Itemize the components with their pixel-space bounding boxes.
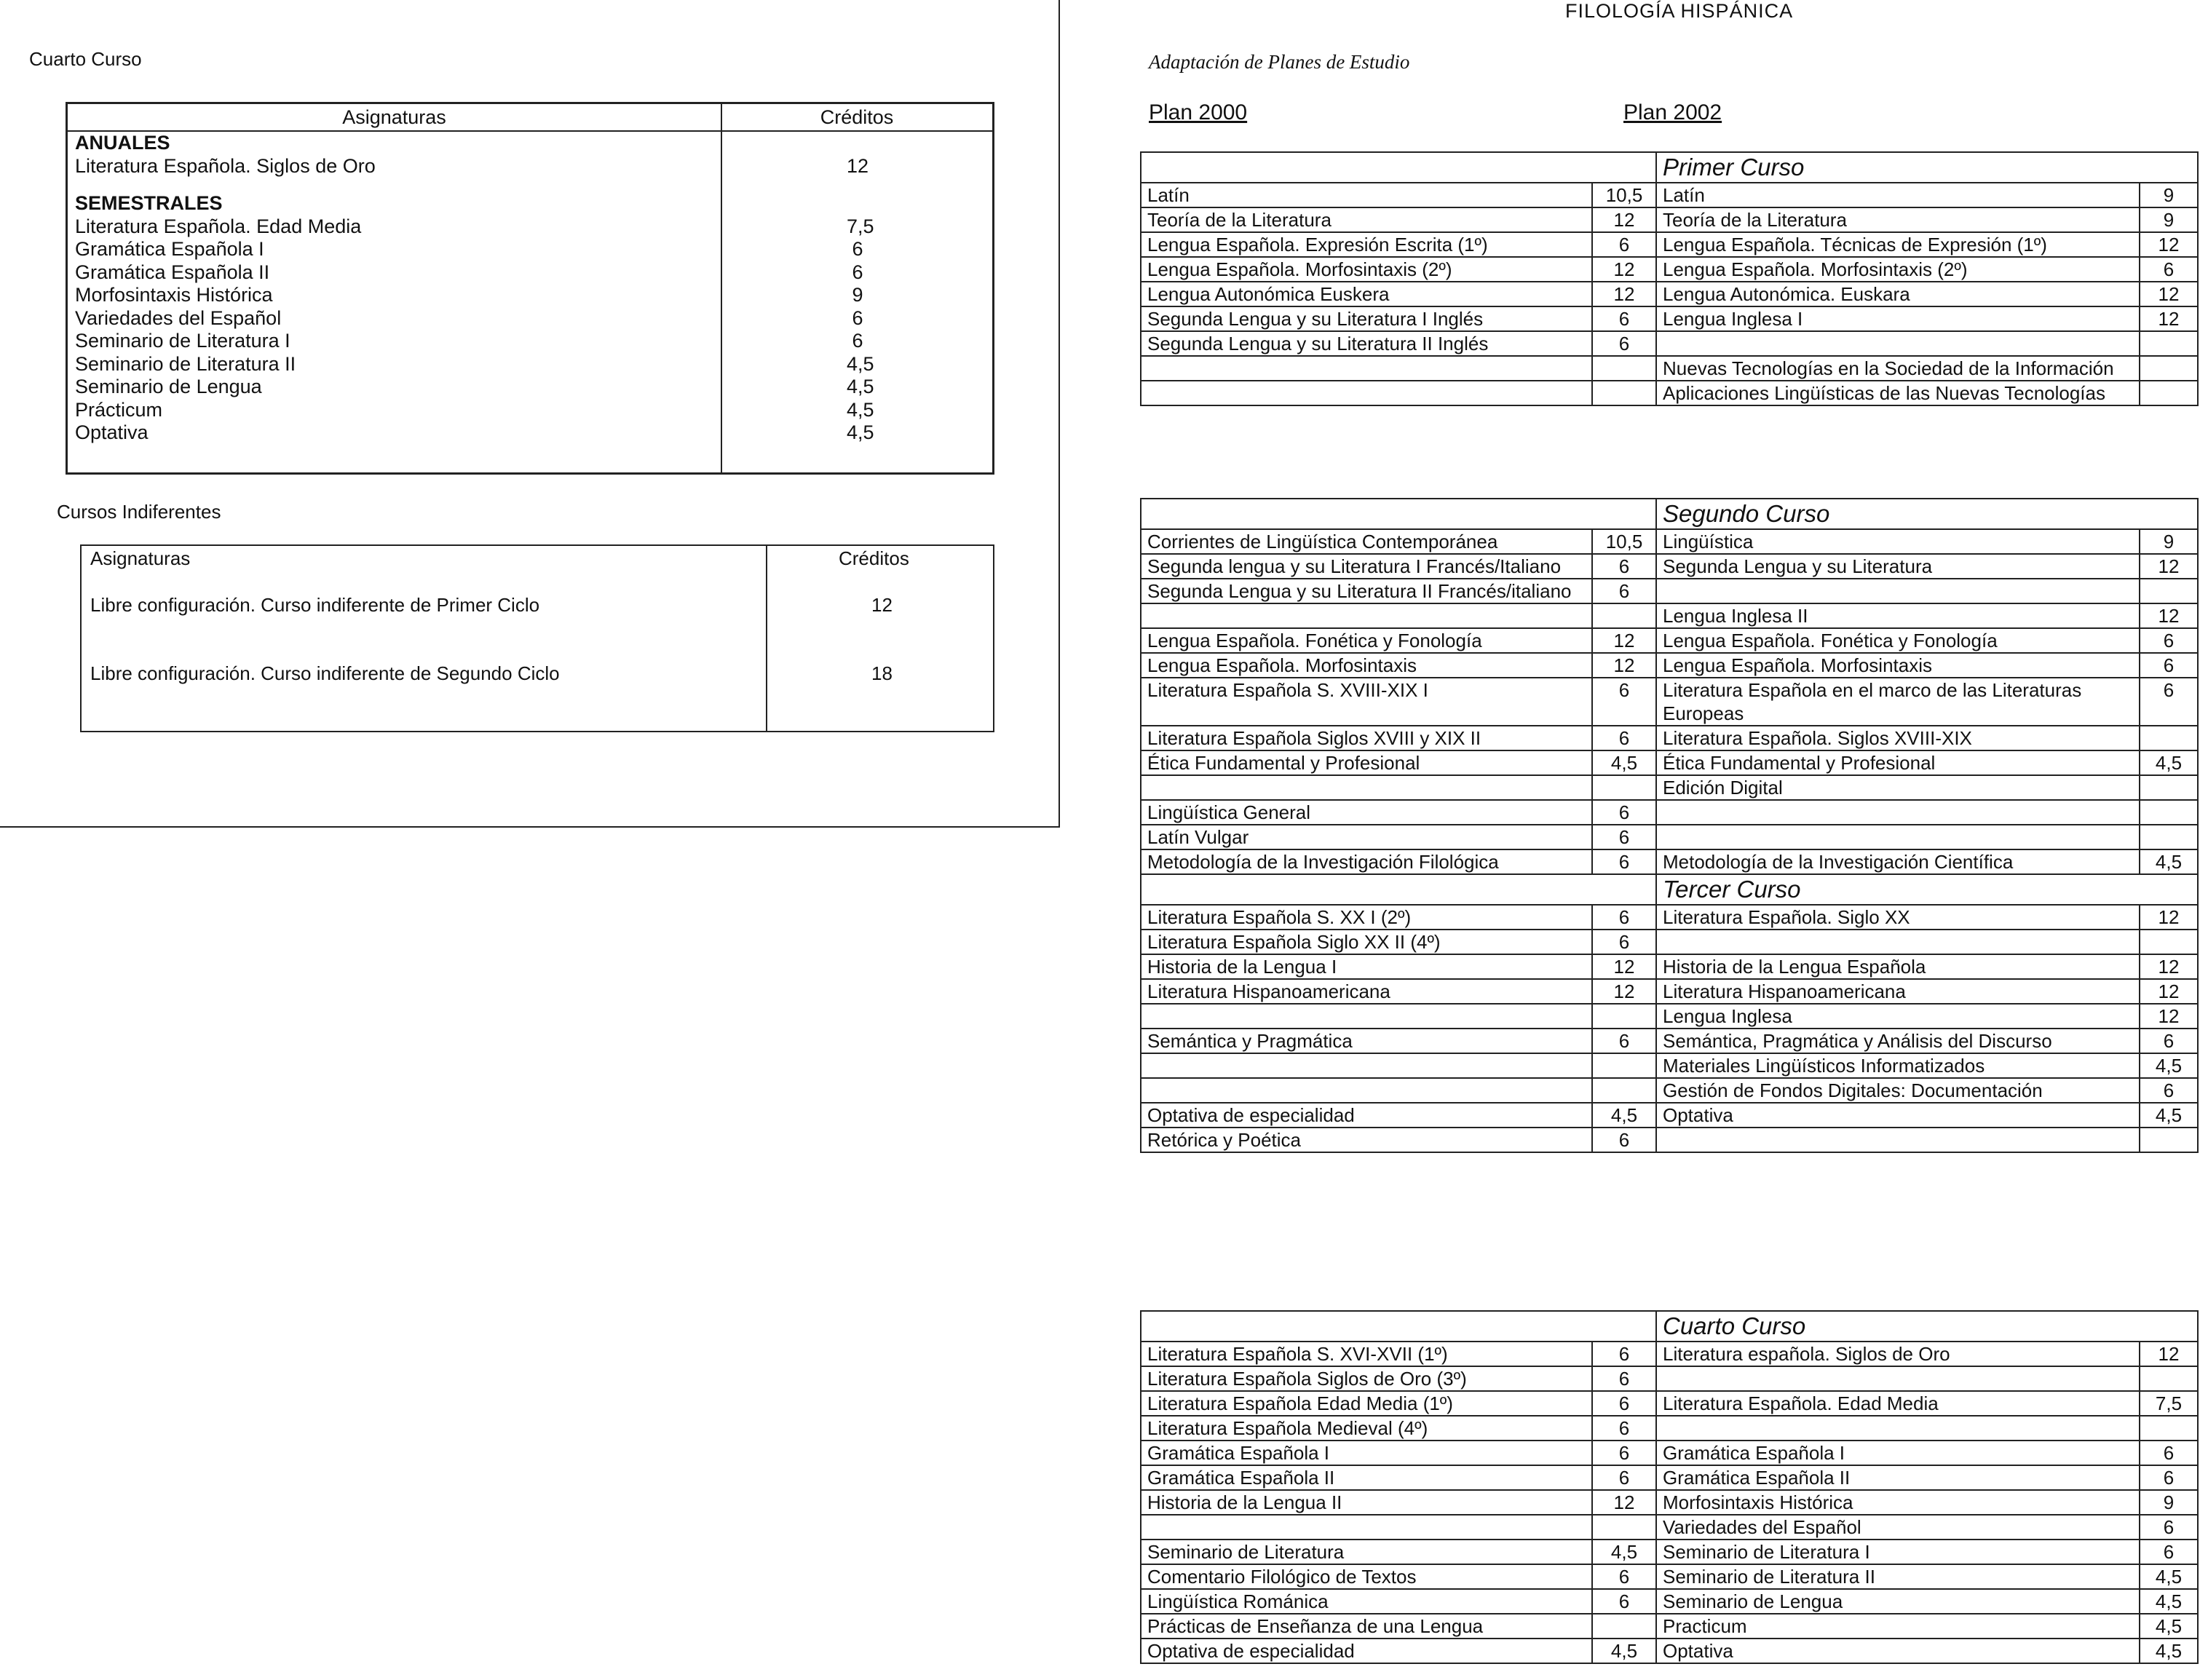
- ind-row1-name: Libre configuración. Curso indiferente de Primer Ciclo: [90, 594, 540, 616]
- plan-2002-subject: Optativa: [1656, 1639, 2140, 1663]
- plan-2002-credits: 9: [2140, 207, 2198, 232]
- plan-2002-credits: 12: [2140, 905, 2198, 930]
- plan-2000-subject: Prácticas de Enseñanza de una Lengua: [1141, 1614, 1592, 1639]
- subject-row: [75, 330, 985, 353]
- plan-2002-credits: 12: [2140, 232, 2198, 257]
- subject-row: [75, 215, 985, 239]
- plan-2000-subject: Lingüística General: [1141, 800, 1592, 825]
- plan-2002-credits: [2140, 800, 2198, 825]
- header-credits: Créditos: [820, 106, 894, 128]
- subject-credits: 6: [852, 306, 863, 329]
- plan-2000-subject: Gramática Española II: [1141, 1465, 1592, 1490]
- plan-2000-subject: Historia de la Lengua I: [1141, 954, 1592, 979]
- subject-name: Literatura Española. Edad Media: [75, 215, 362, 237]
- adaptation-row: [1141, 849, 2198, 874]
- plan-2002-credits: 6: [2140, 257, 2198, 282]
- adaptation-row: [1141, 207, 2198, 232]
- plan-2002-subject: Edición Digital: [1656, 775, 2140, 800]
- plan-2002-credits: 12: [2140, 1342, 2198, 1366]
- subject-name: Seminario de Literatura II: [75, 352, 296, 375]
- plan-2002-credits: 4,5: [2140, 1614, 2198, 1639]
- plan-2002-credits: [2140, 1416, 2198, 1441]
- plan-2000-subject: Comentario Filológico de Textos: [1141, 1564, 1592, 1589]
- subject-credits: 4,5: [847, 352, 874, 375]
- subject-credits: 12: [847, 154, 869, 177]
- plan-2002-subject: Gramática Española I: [1656, 1441, 2140, 1465]
- plan-2000-credits: 10,5: [1592, 529, 1656, 554]
- adaptation-row: [1141, 628, 2198, 653]
- plan-2002-subject: Seminario de Literatura II: [1656, 1564, 2140, 1589]
- plan-2002-credits: 12: [2140, 1004, 2198, 1029]
- curso-header-row: [1141, 1311, 2198, 1342]
- plan-2000-subject: [1141, 1515, 1592, 1540]
- plan-2002-credits: 12: [2140, 979, 2198, 1004]
- plan-2000-credits: [1592, 1078, 1656, 1103]
- plan-2002-credits: 6: [2140, 1515, 2198, 1540]
- plan-2002-subject: Latín: [1656, 183, 2140, 207]
- plan-2002-subject: [1656, 1366, 2140, 1391]
- plan-2002-subject: Nuevas Tecnologías en la Sociedad de la Información: [1656, 356, 2140, 381]
- plan-2002-subject: Aplicaciones Lingüísticas de las Nuevas Tecnologías: [1656, 381, 2140, 405]
- subject-credits: 4,5: [847, 398, 874, 421]
- adaptation-row: [1141, 678, 2198, 726]
- plan-2002-subject: Morfosintaxis Histórica: [1656, 1490, 2140, 1515]
- plan-2000-credits: [1592, 775, 1656, 800]
- adaptation-row: [1141, 930, 2198, 954]
- plan-2000-credits: 6: [1592, 1342, 1656, 1366]
- subject-name: Optativa: [75, 421, 149, 443]
- plan-2000-subject: Literatura Española S. XVIII-XIX I: [1141, 678, 1592, 726]
- row-spacer: [75, 178, 985, 192]
- empty-cell: [1141, 1311, 1656, 1342]
- adaptation-row: [1141, 1465, 2198, 1490]
- subject-row: [75, 155, 985, 178]
- adaptation-row: [1141, 529, 2198, 554]
- plan-2002-credits: 4,5: [2140, 1103, 2198, 1128]
- plan-2000-subject: Ética Fundamental y Profesional: [1141, 750, 1592, 775]
- subject-credits: 6: [852, 238, 863, 260]
- plan-2002-subject: Materiales Lingüísticos Informatizados: [1656, 1053, 2140, 1078]
- adaptation-row: [1141, 1342, 2198, 1366]
- subject-name: Prácticum: [75, 398, 163, 421]
- plan-2002-subject: Optativa: [1656, 1103, 2140, 1128]
- adaptation-row: [1141, 800, 2198, 825]
- plan-2002-subject: Gramática Española II: [1656, 1465, 2140, 1490]
- subject-name: Gramática Española I: [75, 238, 264, 260]
- plan-2002-credits: 4,5: [2140, 1589, 2198, 1614]
- plan-2002-credits: [2140, 1366, 2198, 1391]
- plan-2000-subject: Retórica y Poética: [1141, 1128, 1592, 1152]
- plan-2002-credits: [2140, 930, 2198, 954]
- subject-row: [75, 261, 985, 285]
- plan-2000-credits: 12: [1592, 257, 1656, 282]
- plan-2000-subject: Latín: [1141, 183, 1592, 207]
- adaptation-row: [1141, 653, 2198, 678]
- adaptation-row: [1141, 1441, 2198, 1465]
- plan-2000-subject: Literatura Hispanoamericana: [1141, 979, 1592, 1004]
- plan-2002-credits: 12: [2140, 554, 2198, 579]
- plan-2000-subject: [1141, 1078, 1592, 1103]
- plan-2000-subject: Historia de la Lengua II: [1141, 1490, 1592, 1515]
- plan-2002-subject: Lengua Inglesa II: [1656, 603, 2140, 628]
- plan-2002-credits: 4,5: [2140, 750, 2198, 775]
- plan-2002-subject: Lengua Española. Fonética y Fonología: [1656, 628, 2140, 653]
- plan-2000-credits: 6: [1592, 726, 1656, 750]
- adaptation-row: [1141, 1391, 2198, 1416]
- plan-2002-subject: Lengua Inglesa: [1656, 1004, 2140, 1029]
- plan-2002-subject: Ética Fundamental y Profesional: [1656, 750, 2140, 775]
- plan-2000-subject: [1141, 603, 1592, 628]
- adaptation-row: [1141, 1366, 2198, 1391]
- plan-2000-credits: 6: [1592, 1416, 1656, 1441]
- plan-2002-subject: Lengua Inglesa I: [1656, 306, 2140, 331]
- subject-credits: 4,5: [847, 376, 874, 397]
- plan-2000-subject: Lingüística Románica: [1141, 1589, 1592, 1614]
- plan-2002-subject: Literatura Española. Edad Media: [1656, 1391, 2140, 1416]
- adaptation-row: [1141, 381, 2198, 405]
- adaptation-row: [1141, 905, 2198, 930]
- plan-2000-credits: 6: [1592, 331, 1656, 356]
- plan-2000-subject: Literatura Española Siglos XVIII y XIX II: [1141, 726, 1592, 750]
- plan-2000-credits: 12: [1592, 628, 1656, 653]
- plan-2002-subject: Literatura Hispanoamericana: [1656, 979, 2140, 1004]
- adaptation-row: [1141, 1078, 2198, 1103]
- plan-2002-credits: [2140, 825, 2198, 849]
- plan-2000-credits: [1592, 1614, 1656, 1639]
- plan-2000-credits: 6: [1592, 232, 1656, 257]
- cuarto-curso-table: [66, 102, 994, 475]
- plan-2002-subject: Lengua Española. Morfosintaxis (2º): [1656, 257, 2140, 282]
- plan-2000-credits: 6: [1592, 1441, 1656, 1465]
- page-header: FILOLOGÍA HISPÁNICA: [1565, 0, 1794, 22]
- plan-2002-subject: Gestión de Fondos Digitales: Documentación: [1656, 1078, 2140, 1103]
- cuarto-curso-adapt-table: [1140, 1310, 2199, 1664]
- adaptation-row: [1141, 1004, 2198, 1029]
- plan-2000-subject: Optativa de especialidad: [1141, 1639, 1592, 1663]
- plan-2002-subject: Seminario de Lengua: [1656, 1589, 2140, 1614]
- plan-2000-credits: 12: [1592, 979, 1656, 1004]
- empty-cell: [1141, 874, 1656, 905]
- adaptation-row: [1141, 554, 2198, 579]
- subject-name: Seminario de Literatura I: [75, 330, 290, 352]
- plan-2002-credits: 6: [2140, 1078, 2198, 1103]
- plan-2002-subject: [1656, 800, 2140, 825]
- empty-cell: [1141, 499, 1656, 529]
- plan-2000-subject: Literatura Española Siglos de Oro (3º): [1141, 1366, 1592, 1391]
- plan-2000-subject: Segunda Lengua y su Literatura II Inglés: [1141, 331, 1592, 356]
- plan-2000-credits: 12: [1592, 207, 1656, 232]
- plan-2000-credits: 6: [1592, 905, 1656, 930]
- plan-2000-credits: 6: [1592, 306, 1656, 331]
- plan-2000-credits: 12: [1592, 282, 1656, 306]
- plan-2002-credits: 4,5: [2140, 849, 2198, 874]
- plan-2002-credits: 6: [2140, 1441, 2198, 1465]
- plan-2000-credits: 6: [1592, 849, 1656, 874]
- plan-2002-label: Plan 2002: [1623, 100, 1722, 124]
- curso-title: Cuarto Curso: [1656, 1311, 2198, 1342]
- plan-2000-credits: 12: [1592, 1490, 1656, 1515]
- adaptation-row: [1141, 825, 2198, 849]
- plan-2002-credits: 9: [2140, 183, 2198, 207]
- subject-row: [75, 284, 985, 307]
- plan-2002-credits: 7,5: [2140, 1391, 2198, 1416]
- cursos-indiferentes-title: Cursos Indiferentes: [57, 501, 221, 523]
- plan-2000-credits: [1592, 381, 1656, 405]
- cuarto-curso-title: Cuarto Curso: [29, 48, 142, 70]
- subject-row: [75, 399, 985, 422]
- adaptation-row: [1141, 579, 2198, 603]
- plan-2002-credits: 9: [2140, 1490, 2198, 1515]
- plan-2002-credits: 12: [2140, 306, 2198, 331]
- plan-2002-subject: [1656, 331, 2140, 356]
- plan-2002-credits: 6: [2140, 1029, 2198, 1053]
- plan-2002-subject: Lengua Española. Morfosintaxis: [1656, 653, 2140, 678]
- subject-name: Seminario de Lengua: [75, 376, 262, 397]
- plan-2000-credits: 6: [1592, 1366, 1656, 1391]
- plan-2002-subject: Lingüística: [1656, 529, 2140, 554]
- plan-2000-subject: Latín Vulgar: [1141, 825, 1592, 849]
- plan-2002-subject: Practicum: [1656, 1614, 2140, 1639]
- plan-2002-credits: 6: [2140, 628, 2198, 653]
- plan-2000-subject: [1141, 356, 1592, 381]
- subject-row: [75, 307, 985, 330]
- plan-2000-subject: Optativa de especialidad: [1141, 1103, 1592, 1128]
- plan-2002-credits: 9: [2140, 529, 2198, 554]
- plan-2002-credits: [2140, 356, 2198, 381]
- plan-2000-credits: [1592, 1515, 1656, 1540]
- ind-header-credits: Créditos: [839, 547, 909, 569]
- plan-2002-subject: Literatura Española. Siglos XVIII-XIX: [1656, 726, 2140, 750]
- plan-2002-subject: Literatura Española. Siglo XX: [1656, 905, 2140, 930]
- plan-2002-credits: [2140, 331, 2198, 356]
- plan-2000-credits: 12: [1592, 954, 1656, 979]
- plan-2000-subject: [1141, 1053, 1592, 1078]
- curso-header-row: [1141, 874, 2198, 905]
- plan-2002-subject: Variedades del Español: [1656, 1515, 2140, 1540]
- plan-2000-subject: Segunda Lengua y su Literatura II Francés/italiano: [1141, 579, 1592, 603]
- plan-2002-subject: Literatura española. Siglos de Oro: [1656, 1342, 2140, 1366]
- plan-2000-credits: 6: [1592, 1564, 1656, 1589]
- plan-2002-subject: Historia de la Lengua Española: [1656, 954, 2140, 979]
- adaptation-row: [1141, 1589, 2198, 1614]
- plan-2000-subject: Literatura Española S. XX I (2º): [1141, 905, 1592, 930]
- plan-2000-credits: [1592, 1004, 1656, 1029]
- adaptation-row: [1141, 1540, 2198, 1564]
- plan-2000-credits: 6: [1592, 1391, 1656, 1416]
- empty-cell: [1141, 152, 1656, 183]
- plan-2000-subject: Semántica y Pragmática: [1141, 1029, 1592, 1053]
- plan-2002-subject: [1656, 825, 2140, 849]
- plan-2000-subject: Lengua Española. Morfosintaxis: [1141, 653, 1592, 678]
- adaptation-row: [1141, 603, 2198, 628]
- adaptation-row: [1141, 232, 2198, 257]
- adaptation-row: [1141, 1614, 2198, 1639]
- plan-2000-credits: 6: [1592, 1465, 1656, 1490]
- adaptation-row: [1141, 1490, 2198, 1515]
- adaptation-row: [1141, 183, 2198, 207]
- adaptation-row: [1141, 979, 2198, 1004]
- plan-2000-subject: Seminario de Literatura: [1141, 1540, 1592, 1564]
- plan-2000-credits: 4,5: [1592, 1540, 1656, 1564]
- curso-header-row: [1141, 152, 2198, 183]
- plan-2000-credits: 6: [1592, 825, 1656, 849]
- plan-2002-credits: 12: [2140, 603, 2198, 628]
- subject-credits: 6: [852, 261, 863, 283]
- subject-credits: 4,5: [847, 421, 874, 443]
- plan-2002-credits: 12: [2140, 282, 2198, 306]
- plan-2000-credits: 12: [1592, 653, 1656, 678]
- subject-name: Morfosintaxis Histórica: [75, 284, 273, 306]
- adaptation-row: [1141, 750, 2198, 775]
- subject-row: [75, 376, 985, 399]
- plan-2000-subject: Lengua Española. Morfosintaxis (2º): [1141, 257, 1592, 282]
- adaptation-row: [1141, 775, 2198, 800]
- plan-2002-subject: Seminario de Literatura I: [1656, 1540, 2140, 1564]
- plan-2000-credits: [1592, 1053, 1656, 1078]
- plan-2000-subject: Literatura Española Medieval (4º): [1141, 1416, 1592, 1441]
- plan-2002-subject: Lengua Española. Técnicas de Expresión (1º): [1656, 232, 2140, 257]
- plan-2002-credits: 4,5: [2140, 1639, 2198, 1663]
- plan-2000-subject: [1141, 381, 1592, 405]
- subject-name: Variedades del Español: [75, 306, 282, 329]
- plan-2000-subject: Segunda Lengua y su Literatura I Inglés: [1141, 306, 1592, 331]
- ind-header-subjects: Asignaturas: [90, 547, 191, 569]
- page-subtitle: Adaptación de Planes de Estudio: [1149, 51, 1410, 73]
- adaptation-row: [1141, 1564, 2198, 1589]
- plan-2002-subject: [1656, 1416, 2140, 1441]
- plan-2000-subject: Teoría de la Literatura: [1141, 207, 1592, 232]
- section-heading: [75, 192, 985, 215]
- plan-2000-label: Plan 2000: [1149, 100, 1248, 124]
- adaptation-row: [1141, 331, 2198, 356]
- subject-credits: 6: [852, 330, 863, 352]
- subject-credits: 9: [852, 284, 863, 306]
- plan-2000-credits: 10,5: [1592, 183, 1656, 207]
- column-divider: [766, 546, 767, 731]
- curso-header-row: [1141, 499, 2198, 529]
- plan-2000-subject: Segunda lengua y su Literatura I Francés/Italiano: [1141, 554, 1592, 579]
- plan-2000-credits: 6: [1592, 930, 1656, 954]
- plan-2002-credits: 6: [2140, 1465, 2198, 1490]
- subject-name: Gramática Española II: [75, 261, 270, 283]
- plan-2002-credits: [2140, 381, 2198, 405]
- plan-2000-subject: Lengua Española. Fonética y Fonología: [1141, 628, 1592, 653]
- plan-2000-subject: Metodología de la Investigación Filológica: [1141, 849, 1592, 874]
- cuarto-curso-rows: [75, 132, 985, 445]
- plan-2002-subject: Semántica, Pragmática y Análisis del Discurso: [1656, 1029, 2140, 1053]
- plan-2002-credits: 4,5: [2140, 1564, 2198, 1589]
- plan-2002-credits: [2140, 1128, 2198, 1152]
- adaptation-row: [1141, 282, 2198, 306]
- plan-2002-credits: 6: [2140, 653, 2198, 678]
- plan-2002-credits: [2140, 775, 2198, 800]
- adaptation-row: [1141, 1053, 2198, 1078]
- segundo-tercer-curso-table: [1140, 498, 2199, 1153]
- plan-2000-credits: 6: [1592, 1589, 1656, 1614]
- plan-2002-credits: [2140, 579, 2198, 603]
- plan-2000-subject: [1141, 1004, 1592, 1029]
- subject-name: SEMESTRALES: [75, 192, 223, 214]
- cursos-indiferentes-table: [80, 544, 994, 732]
- adaptation-row: [1141, 356, 2198, 381]
- plan-2000-subject: [1141, 775, 1592, 800]
- subject-credits: 7,5: [847, 215, 874, 237]
- plan-2002-credits: 12: [2140, 954, 2198, 979]
- adaptation-row: [1141, 954, 2198, 979]
- adaptation-row: [1141, 1416, 2198, 1441]
- ind-row1-credits: 12: [871, 594, 893, 616]
- plan-2000-credits: 6: [1592, 554, 1656, 579]
- plan-2002-subject: Teoría de la Literatura: [1656, 207, 2140, 232]
- ind-row2-credits: 18: [871, 662, 893, 684]
- subject-row: [75, 353, 985, 376]
- plan-2002-subject: Metodología de la Investigación Científica: [1656, 849, 2140, 874]
- subject-name: Literatura Española. Siglos de Oro: [75, 154, 376, 177]
- plan-2002-credits: [2140, 726, 2198, 750]
- adaptation-row: [1141, 306, 2198, 331]
- plan-2002-subject: Literatura Española en el marco de las Literaturas Europeas: [1656, 678, 2140, 726]
- adaptation-row: [1141, 1515, 2198, 1540]
- plan-2000-credits: [1592, 603, 1656, 628]
- plan-2000-credits: 6: [1592, 579, 1656, 603]
- plan-2000-subject: Gramática Española I: [1141, 1441, 1592, 1465]
- ind-row2-name: Libre configuración. Curso indiferente de Segundo Ciclo: [90, 662, 560, 684]
- primer-curso-table: [1140, 151, 2199, 406]
- curso-title: Tercer Curso: [1656, 874, 2198, 905]
- adaptation-row: [1141, 1128, 2198, 1152]
- subject-name: ANUALES: [75, 132, 170, 154]
- curso-title: Segundo Curso: [1656, 499, 2198, 529]
- adaptation-row: [1141, 1029, 2198, 1053]
- plan-2000-subject: Literatura Española Siglo XX II (4º): [1141, 930, 1592, 954]
- plan-2000-credits: 6: [1592, 1128, 1656, 1152]
- plan-2002-subject: [1656, 1128, 2140, 1152]
- adaptation-row: [1141, 1103, 2198, 1128]
- plan-2000-subject: Lengua Española. Expresión Escrita (1º): [1141, 232, 1592, 257]
- plan-2002-subject: Segunda Lengua y su Literatura: [1656, 554, 2140, 579]
- header-subjects: Asignaturas: [342, 106, 446, 128]
- plan-2002-subject: Lengua Autonómica. Euskara: [1656, 282, 2140, 306]
- plan-2002-credits: 6: [2140, 678, 2198, 726]
- plan-2002-credits: 4,5: [2140, 1053, 2198, 1078]
- plan-2000-subject: Literatura Española S. XVI-XVII (1º): [1141, 1342, 1592, 1366]
- adaptation-row: [1141, 1639, 2198, 1663]
- plan-2002-subject: [1656, 579, 2140, 603]
- plan-2000-subject: Corrientes de Lingüística Contemporánea: [1141, 529, 1592, 554]
- plan-2002-subject: [1656, 930, 2140, 954]
- plan-2002-credits: 6: [2140, 1540, 2198, 1564]
- adaptation-row: [1141, 726, 2198, 750]
- adaptation-row: [1141, 257, 2198, 282]
- plan-2000-credits: 4,5: [1592, 1639, 1656, 1663]
- plan-2000-subject: Lengua Autonómica Euskera: [1141, 282, 1592, 306]
- plan-2000-subject: Literatura Española Edad Media (1º): [1141, 1391, 1592, 1416]
- plan-2000-credits: 4,5: [1592, 750, 1656, 775]
- plan-2000-credits: 4,5: [1592, 1103, 1656, 1128]
- section-heading: [75, 132, 985, 155]
- subject-row: [75, 421, 985, 445]
- plan-2000-credits: 6: [1592, 678, 1656, 726]
- plan-2000-credits: 6: [1592, 800, 1656, 825]
- subject-row: [75, 238, 985, 261]
- plan-2000-credits: [1592, 356, 1656, 381]
- curso-title: Primer Curso: [1656, 152, 2198, 183]
- plan-2000-credits: 6: [1592, 1029, 1656, 1053]
